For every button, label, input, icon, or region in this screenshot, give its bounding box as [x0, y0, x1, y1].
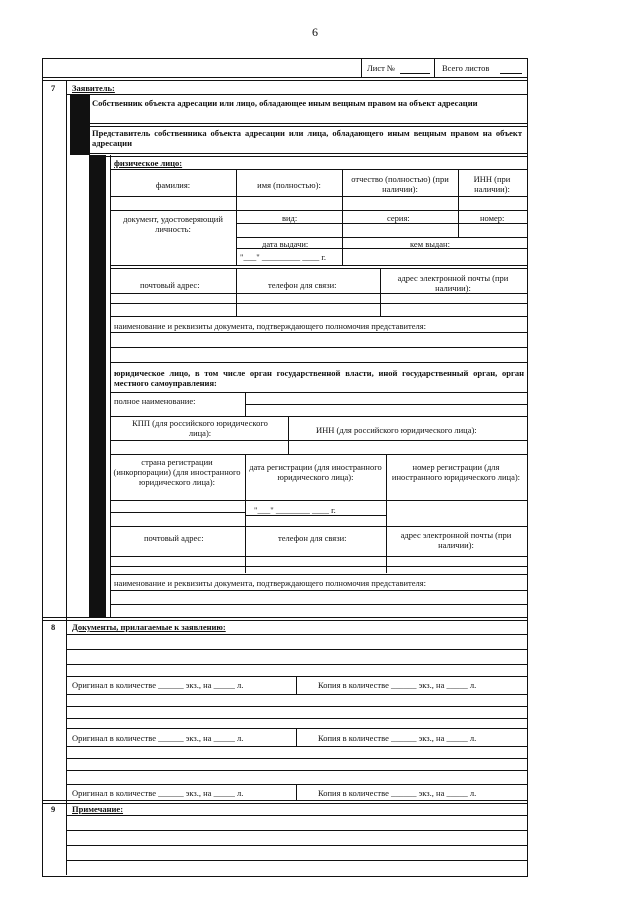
legal-email-label: адрес электронной почты (при наличии):	[400, 530, 512, 550]
doc-kind-label: вид:	[282, 213, 298, 223]
legal-phone-label: телефон для связи:	[278, 533, 347, 543]
authority-doc-label: наименование и реквизиты документа, подтверждающего полномочия представителя:	[114, 321, 427, 331]
country-field[interactable]	[111, 501, 244, 525]
legal-inn-field[interactable]	[289, 441, 526, 453]
doc-number-field[interactable]	[459, 224, 526, 237]
doc-kind-field[interactable]	[237, 224, 341, 237]
section-7-marker-bar	[70, 95, 89, 155]
legal-entity-title	[114, 368, 524, 388]
legal-postal-label: почтовый адрес:	[144, 533, 204, 543]
legal-inn-label: ИНН (для российского юридического лица):	[316, 425, 477, 435]
owner-label: Собственник объекта адресации или лицо, обладающее иным вещным правом на объект адресации	[92, 98, 478, 108]
copy-count-2[interactable]: Копия в количестве ______ экз., на _____ л.	[318, 733, 477, 743]
legal-authority-doc-label: наименование и реквизиты документа, подтверждающего полномочия представителя:	[114, 578, 427, 588]
representative-label: Представитель собственника объекта адресации или лица, обладающего иным вещным правом на объект адресации	[92, 128, 522, 148]
legal-phone-field[interactable]	[246, 557, 385, 572]
first-name-field[interactable]	[237, 197, 341, 210]
patronymic-label: отчество (полностью) (при наличии):	[351, 174, 449, 194]
issued-by-label: кем выдан:	[410, 239, 450, 249]
full-name-field[interactable]	[246, 393, 526, 415]
reg-date-field[interactable]: "___" ________ ____ г.	[254, 505, 336, 515]
reg-number-label: номер регистрации (для иностранного юридического лица):	[391, 462, 521, 482]
legal-postal-field[interactable]	[111, 557, 244, 572]
inn-label: ИНН (при наличии):	[473, 174, 511, 194]
original-count-2[interactable]: Оригинал в количестве ______ экз., на _____ л.	[72, 733, 244, 743]
phone-field[interactable]	[237, 294, 379, 315]
section-7-marker-bar-inner	[90, 155, 106, 617]
sheet-number-label: Лист №	[367, 63, 396, 73]
section-8-title: Документы, прилагаемые к заявлению:	[72, 622, 226, 632]
representative-option[interactable]	[92, 128, 522, 148]
page-number: 6	[312, 25, 318, 39]
original-count-3[interactable]: Оригинал в количестве ______ экз., на _____ л.	[72, 788, 244, 798]
reg-number-field[interactable]	[387, 501, 526, 525]
country-label: страна регистрации (инкорпорации) (для иностранного юридического лица):	[113, 457, 241, 487]
issue-date-field[interactable]: "___" _________ ____ г.	[240, 252, 326, 262]
postal-address-field[interactable]	[111, 294, 235, 315]
owner-option[interactable]	[92, 98, 522, 108]
copy-count-1[interactable]: Копия в количестве ______ экз., на _____ л.	[318, 680, 477, 690]
legal-entity-title-text: юридическое лицо, в том числе орган государственной власти, иной государственный орган, орган местного самоуправления:	[114, 368, 524, 388]
issue-date-label: дата выдачи:	[262, 239, 309, 249]
reg-date-label: дата регистрации (для иностранного юридического лица):	[249, 462, 382, 482]
total-sheets-label: Всего листов	[442, 63, 490, 73]
kpp-label: КПП (для российского юридического лица):	[132, 418, 268, 438]
patronymic-field[interactable]	[343, 197, 457, 210]
section-9-number: 9	[51, 804, 56, 814]
original-count-1[interactable]: Оригинал в количестве ______ экз., на _____ л.	[72, 680, 244, 690]
physical-person-title: физическое лицо:	[114, 158, 183, 168]
doc-number-label: номер:	[480, 213, 505, 223]
email-label: адрес электронной почты (при наличии):	[397, 273, 509, 293]
section-7-title: Заявитель:	[72, 83, 115, 93]
legal-email-field[interactable]	[387, 557, 526, 572]
issued-by-field[interactable]	[343, 249, 526, 264]
section-8-number: 8	[51, 622, 56, 632]
section-7-number: 7	[51, 83, 56, 93]
copy-count-3[interactable]: Копия в количестве ______ экз., на _____ л.	[318, 788, 477, 798]
phone-label: телефон для связи:	[268, 280, 337, 290]
inn-field[interactable]	[459, 197, 526, 210]
surname-field[interactable]	[111, 197, 235, 210]
doc-series-field[interactable]	[343, 224, 457, 237]
full-name-label: полное наименование:	[114, 396, 196, 406]
surname-label: фамилия:	[155, 180, 191, 190]
section-9-title: Примечание:	[72, 804, 124, 814]
identity-document-label: документ, удостоверяющий личность:	[123, 214, 223, 234]
postal-address-label: почтовый адрес:	[140, 280, 200, 290]
email-field[interactable]	[381, 294, 526, 315]
doc-series-label: серия:	[387, 213, 410, 223]
kpp-field[interactable]	[111, 441, 287, 453]
first-name-label: имя (полностью):	[257, 180, 321, 190]
